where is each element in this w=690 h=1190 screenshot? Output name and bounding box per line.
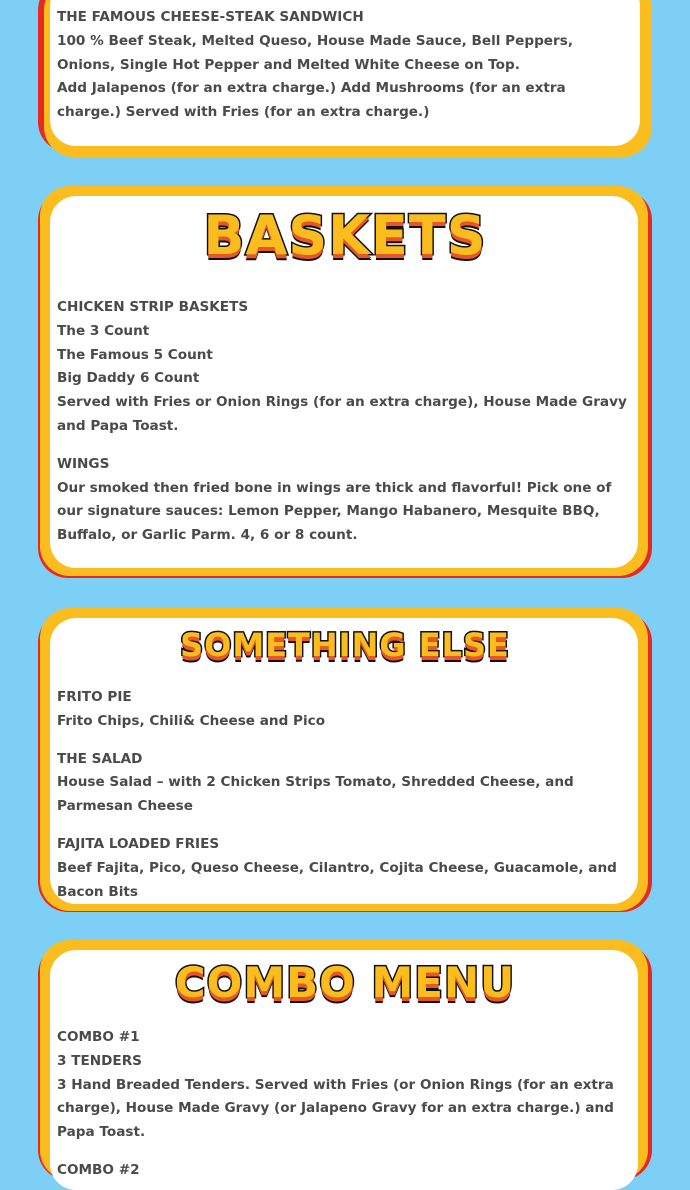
section-heading: COMBO MENU xyxy=(174,958,516,1007)
card-content xyxy=(57,296,634,548)
item-title: COMBO #2 xyxy=(57,1161,140,1178)
card-content xyxy=(57,6,634,125)
menu-card-something-else xyxy=(38,608,652,912)
item-description: The Famous 5 Count xyxy=(57,346,213,363)
item-description: Frito Chips, Chili& Cheese and Pico xyxy=(57,712,326,729)
card-content xyxy=(57,1026,634,1183)
item-description: Add Jalapenos (for an extra charge.) Add Mushrooms (for an extra charge.) Served with Fries (for an extra charge.) xyxy=(57,80,566,121)
item-title: WINGS xyxy=(57,455,110,472)
item-title: FRITO PIE xyxy=(57,689,132,705)
item-title: CHICKEN STRIP BASKETS xyxy=(57,299,249,315)
section-heading: SOMETHING ELSE xyxy=(180,626,510,664)
item-description: Big Daddy 6 Count xyxy=(57,370,200,387)
section-heading: BASKETS xyxy=(203,204,487,267)
item-title: 3 TENDERS xyxy=(57,1052,142,1069)
item-description: The 3 Count xyxy=(57,322,150,339)
menu-card-combo-menu xyxy=(38,940,652,1180)
menu-card-cheesesteak xyxy=(38,0,652,157)
item-title: THE SALAD xyxy=(57,750,143,767)
menu-card-baskets xyxy=(38,186,652,578)
item-title: COMBO #1 xyxy=(57,1029,140,1045)
item-description: Beef Fajita, Pico, Queso Cheese, Cilantro, Cojita Cheese, Guacamole, and Bacon Bits xyxy=(57,859,617,900)
item-title: THE FAMOUS CHEESE-STEAK SANDWICH xyxy=(57,9,364,25)
card-content xyxy=(57,686,634,904)
item-description: Served with Fries or Onion Rings (for an extra charge), House Made Gravy and Papa Toast. xyxy=(57,394,627,434)
item-description: Our smoked then fried bone in wings are thick and flavorful! Pick one of our signature sauces: Lemon Pepper, Mango Habanero, Mesquite BBQ, Buffalo, or Garlic Parm. 4, 6 or 8 count. xyxy=(57,479,612,544)
item-description: House Salad – with 2 Chicken Strips Tomato, Shredded Cheese, and Parmesan Cheese xyxy=(57,774,574,815)
item-description: 3 Hand Breaded Tenders. Served with Fries (or Onion Rings (for an extra charge), House Made Gravy (or Jalapeno Gravy for an extra charge.) and Papa Toast. xyxy=(57,1076,614,1141)
item-description: 100 % Beef Steak, Melted Queso, House Made Sauce, Bell Peppers, Onions, Single Hot Pepper and Melted White Cheese on Top. xyxy=(57,32,573,73)
item-title: FAJITA LOADED FRIES xyxy=(57,835,220,852)
